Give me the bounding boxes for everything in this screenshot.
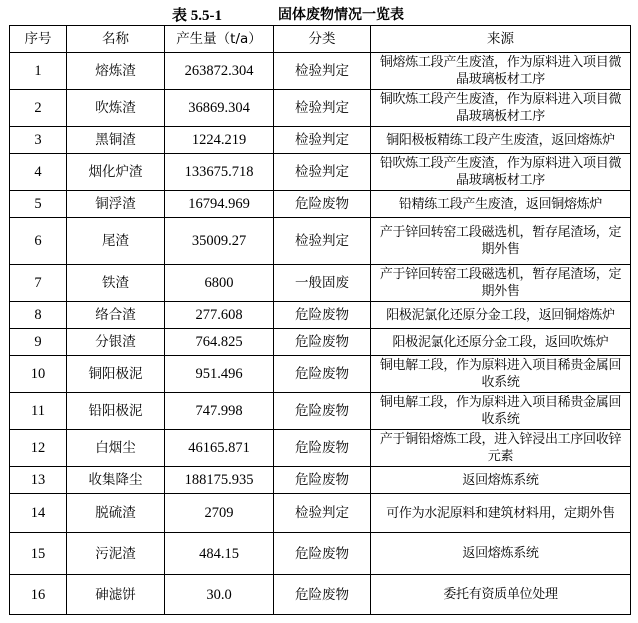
table-row [10, 575, 631, 615]
cell-category: 危险废物 [274, 430, 371, 467]
cell-source: 铜熔炼工段产生废渣，作为原料进入项目微晶玻璃板材工序 [371, 53, 631, 90]
cell-no: 2 [10, 90, 67, 127]
cell-amount: 30.0 [165, 575, 274, 615]
table-caption [0, 4, 638, 24]
cell-category: 检验判定 [274, 90, 371, 127]
cell-name: 尾渣 [67, 218, 165, 265]
cell-amount: 764.825 [165, 329, 274, 356]
cell-source: 返回熔炼系统 [371, 467, 631, 494]
cell-amount: 35009.27 [165, 218, 274, 265]
solid-waste-table [9, 25, 631, 615]
cell-amount: 6800 [165, 265, 274, 302]
table-number: 表 5.5-1 [172, 8, 222, 24]
cell-name: 铜阳极泥 [67, 356, 165, 393]
header-category: 分类 [274, 26, 371, 53]
cell-name: 吹炼渣 [67, 90, 165, 127]
cell-no: 7 [10, 265, 67, 302]
table-row [10, 53, 631, 90]
cell-source: 铜电解工段，作为原料进入项目稀贵金属回收系统 [371, 356, 631, 393]
cell-no: 15 [10, 533, 67, 575]
table-row [10, 393, 631, 430]
cell-amount: 46165.871 [165, 430, 274, 467]
table-row [10, 191, 631, 218]
cell-name: 黑铜渣 [67, 127, 165, 154]
cell-name: 烟化炉渣 [67, 154, 165, 191]
cell-name: 脱硫渣 [67, 494, 165, 533]
table-row [10, 494, 631, 533]
cell-name: 铅阳极泥 [67, 393, 165, 430]
table-row [10, 356, 631, 393]
cell-amount: 951.496 [165, 356, 274, 393]
cell-source: 委托有资质单位处理 [371, 575, 631, 615]
table-title: 固体废物情况一览表 [278, 7, 404, 23]
cell-source: 产于锌回转窑工段磁选机，暂存尾渣场，定期外售 [371, 218, 631, 265]
cell-amount: 2709 [165, 494, 274, 533]
header-source: 来源 [371, 26, 631, 53]
table-row [10, 154, 631, 191]
cell-name: 铜浮渣 [67, 191, 165, 218]
cell-no: 16 [10, 575, 67, 615]
header-no: 序号 [10, 26, 67, 53]
cell-name: 分银渣 [67, 329, 165, 356]
table-row [10, 430, 631, 467]
cell-name: 砷滤饼 [67, 575, 165, 615]
header-amount: 产生量（t/a） [165, 26, 274, 53]
cell-no: 3 [10, 127, 67, 154]
cell-amount: 484.15 [165, 533, 274, 575]
cell-category: 检验判定 [274, 53, 371, 90]
cell-name: 收集降尘 [67, 467, 165, 494]
cell-category: 检验判定 [274, 154, 371, 191]
cell-category: 危险废物 [274, 393, 371, 430]
cell-name: 白烟尘 [67, 430, 165, 467]
cell-source: 阳极泥氯化还原分金工段，返回吹炼炉 [371, 329, 631, 356]
cell-amount: 133675.718 [165, 154, 274, 191]
cell-category: 危险废物 [274, 329, 371, 356]
cell-category: 危险废物 [274, 191, 371, 218]
cell-category: 危险废物 [274, 302, 371, 329]
table-row [10, 329, 631, 356]
cell-source: 铜吹炼工段产生废渣，作为原料进入项目微晶玻璃板材工序 [371, 90, 631, 127]
cell-source: 铜电解工段，作为原料进入项目稀贵金属回收系统 [371, 393, 631, 430]
cell-no: 9 [10, 329, 67, 356]
cell-no: 5 [10, 191, 67, 218]
cell-category: 检验判定 [274, 494, 371, 533]
cell-name: 污泥渣 [67, 533, 165, 575]
table-row [10, 265, 631, 302]
table-row [10, 467, 631, 494]
cell-no: 8 [10, 302, 67, 329]
cell-category: 一般固废 [274, 265, 371, 302]
header-row [10, 26, 631, 53]
table-row [10, 533, 631, 575]
cell-amount: 1224.219 [165, 127, 274, 154]
cell-source: 返回熔炼系统 [371, 533, 631, 575]
cell-no: 1 [10, 53, 67, 90]
cell-no: 6 [10, 218, 67, 265]
cell-category: 检验判定 [274, 218, 371, 265]
table-row [10, 90, 631, 127]
cell-source: 铜阳极板精练工段产生废渣，返回熔炼炉 [371, 127, 631, 154]
cell-source: 阳极泥氯化还原分金工段，返回铜熔炼炉 [371, 302, 631, 329]
cell-amount: 188175.935 [165, 467, 274, 494]
cell-no: 14 [10, 494, 67, 533]
cell-source: 产于锌回转窑工段磁选机，暂存尾渣场，定期外售 [371, 265, 631, 302]
cell-source: 铅吹炼工段产生废渣，作为原料进入项目微晶玻璃板材工序 [371, 154, 631, 191]
cell-source: 铅精练工段产生废渣，返回铜熔炼炉 [371, 191, 631, 218]
cell-category: 检验判定 [274, 127, 371, 154]
cell-amount: 36869.304 [165, 90, 274, 127]
cell-name: 熔炼渣 [67, 53, 165, 90]
cell-source: 产于铜铅熔炼工段，进入锌浸出工序回收锌元素 [371, 430, 631, 467]
header-name: 名称 [67, 26, 165, 53]
table-row [10, 302, 631, 329]
cell-amount: 277.608 [165, 302, 274, 329]
cell-no: 11 [10, 393, 67, 430]
cell-no: 10 [10, 356, 67, 393]
cell-category: 危险废物 [274, 356, 371, 393]
cell-name: 铁渣 [67, 265, 165, 302]
cell-no: 4 [10, 154, 67, 191]
cell-category: 危险废物 [274, 533, 371, 575]
cell-category: 危险废物 [274, 467, 371, 494]
cell-name: 络合渣 [67, 302, 165, 329]
table-row [10, 127, 631, 154]
cell-amount: 16794.969 [165, 191, 274, 218]
cell-category: 危险废物 [274, 575, 371, 615]
cell-no: 13 [10, 467, 67, 494]
cell-amount: 263872.304 [165, 53, 274, 90]
table-row [10, 218, 631, 265]
cell-source: 可作为水泥原料和建筑材料用，定期外售 [371, 494, 631, 533]
cell-no: 12 [10, 430, 67, 467]
cell-amount: 747.998 [165, 393, 274, 430]
